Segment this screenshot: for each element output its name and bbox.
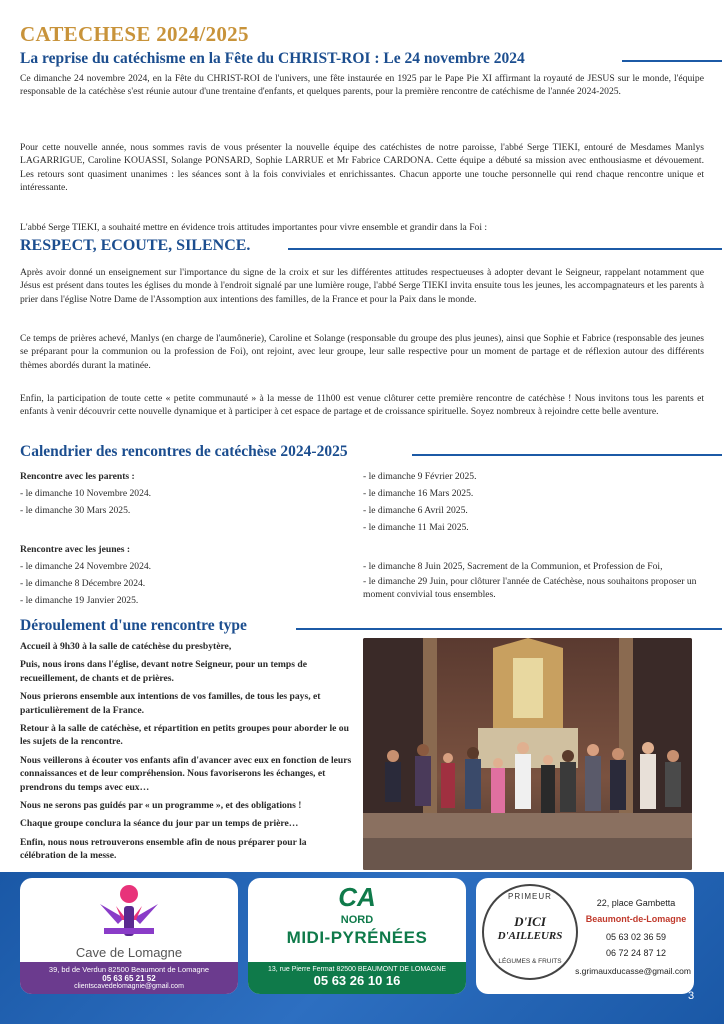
cave-email: clientscavedelomagnie@gmail.com xyxy=(74,983,184,990)
calendar-entry: - le dimanche 30 Mars 2025. xyxy=(20,505,131,516)
calendar-entry: - le dimanche 8 Décembre 2024. xyxy=(20,578,146,589)
ad-cave-de-lomagne[interactable] xyxy=(20,878,238,994)
heading-rule xyxy=(622,60,722,62)
paragraph: Ce dimanche 24 novembre 2024, en la Fête du CHRIST-ROI de l'univers, une fête instaurée en 1925 par le Pape Pie XI affirmant la royauté de JESUS sur le monde, l'équipe responsable de la catéchèse s'est réunie autour d'une trentaine d'enfants, et quelques parents, pour la première rencontre de catéchisme de l'année 2024-2025. xyxy=(20,73,704,98)
ca-logo-icon: CA xyxy=(338,882,376,912)
deroulement-item: Nous veillerons à écouter vos enfants afin d'avancer avec eux en fonction de leurs connaissances et de leur compréhension. Nous favoriserons les échanges, et prendrons du temps avec eux… xyxy=(20,754,352,793)
ca-phone: 05 63 26 10 16 xyxy=(313,973,401,988)
heading-rule xyxy=(288,248,722,250)
deroulement-item: Chaque groupe conclura la séance du jour par un temps de prière… xyxy=(20,818,299,830)
deroulement-item: Accueil à 9h30 à la salle de catéchèse du presbytère, xyxy=(20,641,232,652)
deroulement-item: Enfin, nous nous retrouverons ensemble afin de nous préparer pour la célébration de la messe. xyxy=(20,836,307,862)
calendar-entry: - le dimanche 10 Novembre 2024. xyxy=(20,488,152,499)
primeur-logo-bottom: LÉGUMES & FRUITS xyxy=(498,958,562,965)
paragraph: Pour cette nouvelle année, nous sommes ravis de vous présenter la nouvelle équipe des catéchistes de notre paroisse, l'abbé Serge TIEKI, entouré de Mesdames Manlys LAGARRIGUE, Caroline KOUASSI, Solange PONSARD, Sophie LARRUE et Mr Fabrice CARDONA. Cette équipe a débuté sa mission avec enthousiasme et dévouement. Les retours sont quasiment unanimes : les séances sont à la fois conviviales et enrichissantes. Chacun apporte une touche personnelle qui rend chaque rencontre unique et intéressante. xyxy=(20,142,704,194)
section-heading-respect: RESPECT, ECOUTE, SILENCE. xyxy=(20,237,251,254)
paragraph: L'abbé Serge TIEKI, a souhaité mettre en évidence trois attitudes importantes pour vivre ensemble et grandir dans la Foi : xyxy=(20,222,488,233)
heading-rule xyxy=(296,628,722,630)
primeur-logo-name2: D'AILLEURS xyxy=(497,930,563,942)
calendar-jeunes-label: Rencontre avec les jeunes : xyxy=(20,544,131,555)
calendar-right xyxy=(363,468,703,601)
ad-credit-agricole[interactable] xyxy=(248,878,466,994)
group-photo xyxy=(363,638,692,870)
ca-info-bar xyxy=(248,962,466,994)
cave-logo-icon xyxy=(94,884,164,940)
primeur-phone1: 05 63 02 36 59 xyxy=(605,932,667,942)
paragraph: Après avoir donné un enseignement sur l'importance du signe de la croix et sur les différentes attitudes respectueuses à adopter devant le Seigneur, rappelant notamment que Jésus est présent dans toutes les églises du monde à l'endroit signalé par une lumière rouge, l'abbé Serge TIEKI invita ensuite tous les jeunes, les accompagnateurs et les parents à prier dans l'église Notre Dame de l'Assomption aux intentions des familles, de la France et pour la Paix dans le monde. xyxy=(20,267,704,305)
section-heading-reprise: La reprise du catéchisme en la Fête du CHRIST-ROI : Le 24 novembre 2024 xyxy=(20,50,525,67)
cave-phone: 05 63 65 21 52 xyxy=(102,974,156,983)
ca-region-line1: NORD xyxy=(340,914,374,926)
deroulement-item: Retour à la salle de catéchèse, et répartition en petits groupes pour aborder le ou les sujets de la rencontre. xyxy=(20,723,349,748)
calendar-entry: - le dimanche 6 Avril 2025. xyxy=(363,505,468,516)
cave-info-bar xyxy=(20,962,238,994)
primeur-phone2: 06 72 24 87 12 xyxy=(605,948,667,958)
calendar-entry: - le dimanche 8 Juin 2025, Sacrement de la Communion, et Profession de Foi, xyxy=(363,561,663,572)
ca-region-line2: MIDI-PYRÉNÉES xyxy=(286,928,428,947)
primeur-logo-top: PRIMEUR xyxy=(508,892,552,901)
primeur-city: Beaumont-de-Lomagne xyxy=(585,914,687,924)
primeur-street: 22, place Gambetta xyxy=(596,898,676,908)
ad-primeur[interactable] xyxy=(476,878,694,994)
deroulement-item: Nous prierons ensemble aux intentions de vos familles, de tous les pays, et particulièrement de la France. xyxy=(20,691,321,716)
calendar-entry: - le dimanche 11 Mai 2025. xyxy=(363,522,469,533)
page-title: CATECHESE 2024/2025 xyxy=(20,22,249,46)
ca-address: 13, rue Pierre Fermat 82500 BEAUMONT DE LOMAGNE xyxy=(267,966,447,973)
paragraph: Enfin, la participation de toute cette « petite communauté » à la messe de 11h00 est venue clôturer cette première rencontre de catéchèse ! Nous invitons tous les parents et enfants à venir découvrir cette nouvelle dynamique et à participer à cet espace de partage et de croissance spirituelle. Soyez nombreux à rejoindre cette belle aventure. xyxy=(20,393,704,418)
deroulement-item: Nous ne serons pas guidés par « un programme », et des obligations ! xyxy=(20,800,302,812)
calendar-entry: - le dimanche 24 Novembre 2024. xyxy=(20,561,152,572)
calendar-entry: - le dimanche 16 Mars 2025. xyxy=(363,488,474,499)
cave-address: 39, bd de Verdun 82500 Beaumont de Lomagne xyxy=(48,965,210,974)
calendar-left xyxy=(20,468,350,609)
calendar-entry: - le dimanche 9 Février 2025. xyxy=(363,471,477,482)
church-photo-illustration xyxy=(363,638,692,870)
heading-rule xyxy=(412,454,722,456)
paragraph: Ce temps de prières achevé, Manlys (en charge de l'aumônerie), Caroline et Solange (responsable du groupe des plus jeunes), ainsi que Sophie et Fabrice (responsable des jeunes se préparant pour la communion ou la profession de Foi), ont rejoint, avec leur groupe, leur salle respective pour un moment de partage et de réflexion autour des différents thèmes abordés durant la matinée. xyxy=(20,333,704,371)
primeur-email: s.grimauxducasse@gmail.com xyxy=(575,966,691,976)
calendar-parents-label: Rencontre avec les parents : xyxy=(20,471,135,482)
cave-name: Cave de Lomagne xyxy=(75,945,183,960)
calendar-entry: - le dimanche 29 Juin, pour clôturer l'année de Catéchèse, nous souhaitons proposer un moment convivial tous ensembles. xyxy=(363,576,697,600)
deroulement-list xyxy=(20,640,354,868)
primeur-logo-name1: D'ICI xyxy=(514,914,546,929)
deroulement-item: Puis, nous irons dans l'église, devant notre Seigneur, pour un temps de recueillement, de chants et de prières. xyxy=(20,659,307,684)
section-heading-deroulement: Déroulement d'une rencontre type xyxy=(20,617,247,634)
section-heading-calendrier: Calendrier des rencontres de catéchèse 2024-2025 xyxy=(20,443,348,460)
calendar-entry: - le dimanche 19 Janvier 2025. xyxy=(20,595,139,606)
page-number: 3 xyxy=(688,990,695,1002)
